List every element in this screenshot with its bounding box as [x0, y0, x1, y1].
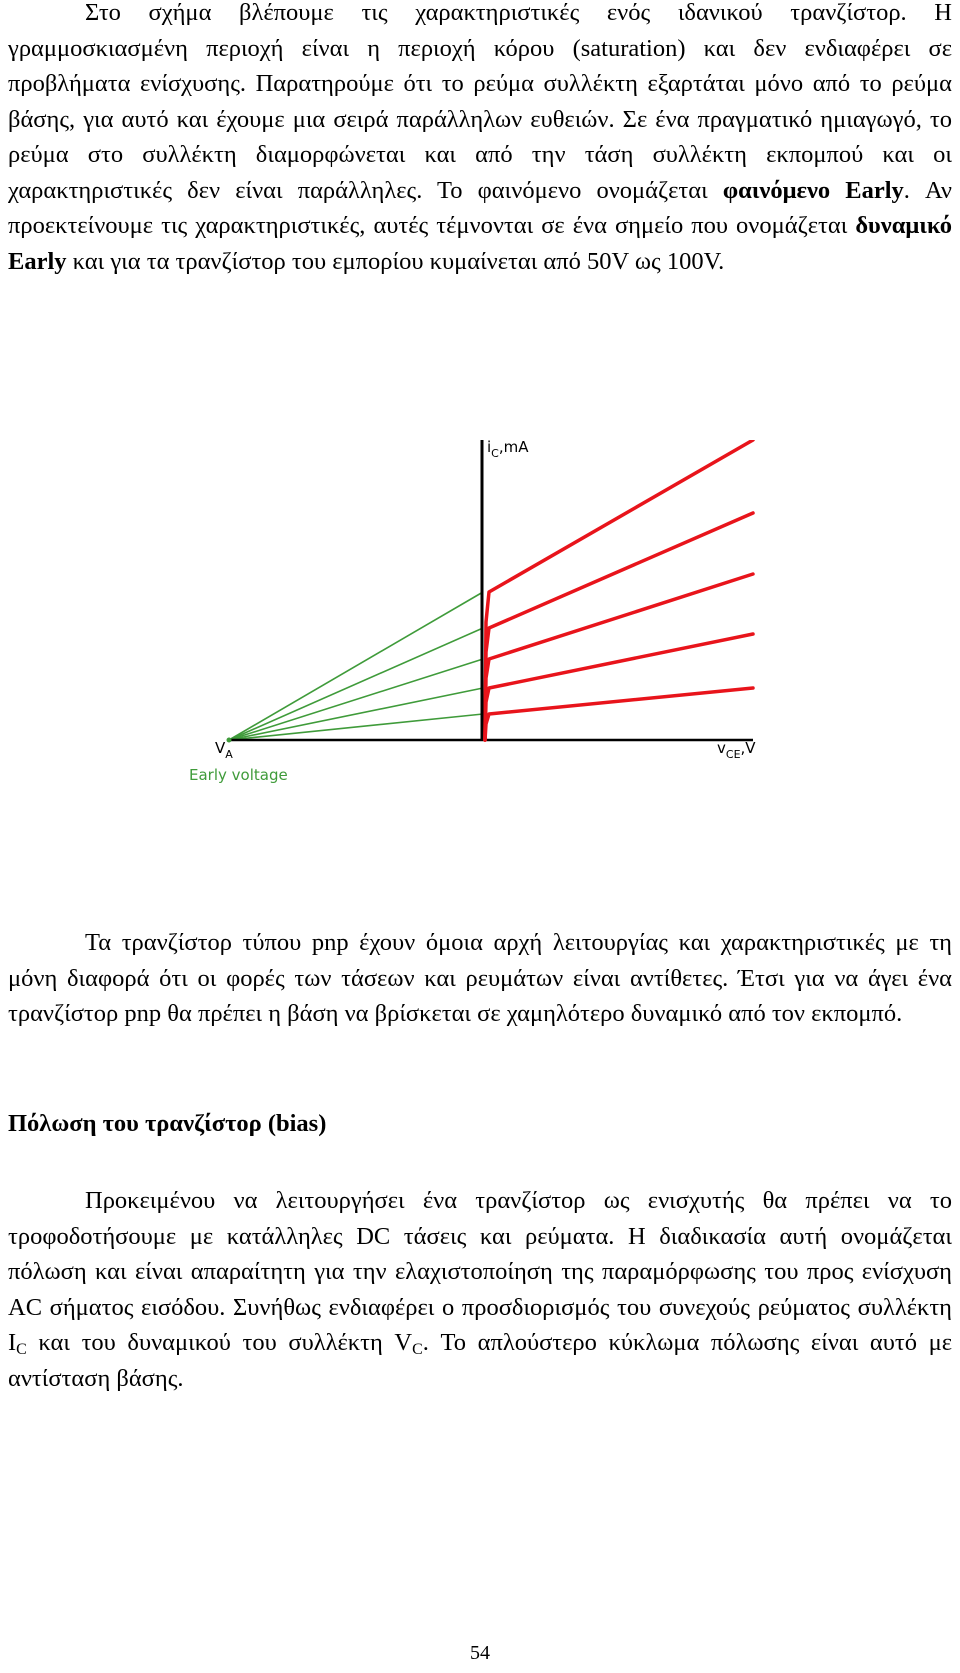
- paragraph-bias: [8, 1183, 952, 1396]
- extension-line-2: [229, 628, 483, 740]
- y-axis-label: $i_C,mA$: [487, 440, 529, 460]
- early-voltage-symbol: $V_A$: [215, 739, 233, 761]
- early-voltage-caption: Early voltage: [189, 766, 288, 784]
- page-number: 54: [470, 1642, 490, 1664]
- subscript-vc: C: [412, 1340, 423, 1358]
- early-effect-diagram: [145, 440, 865, 860]
- extension-line-4: [229, 688, 483, 740]
- characteristic-curve-3: [485, 574, 753, 740]
- early-effect-figure: [145, 440, 865, 860]
- term-early-effect: φαινόμενο Early: [722, 176, 904, 204]
- paragraph1-text-b: . Αν προεκτείνουμε τις χαρακτηριστικές, αυτές τέμνονται σε ένα σημείο που ονομάζεται: [8, 176, 953, 239]
- extension-line-3: [229, 659, 483, 740]
- x-axis-label: $v_{CE},V$: [717, 739, 756, 761]
- paragraph3-text-b: και του δυναμικού του συλλέκτη V: [26, 1329, 413, 1356]
- subscript-ic: C: [16, 1340, 27, 1358]
- paragraph1-text-c: και για τα τρανζίστορ του εμπορίου κυμαίνεται από 50V ως 100V.: [66, 247, 725, 275]
- characteristic-curve-5: [485, 688, 753, 740]
- characteristic-curve-2: [485, 513, 753, 740]
- paragraph-pnp: Τα τρανζίστορ τύπου pnp έχουν όμοια αρχή λειτουργίας και χαρακτηριστικές με τη μόνη διαφορά ότι οι φορές των τάσεων και ρευμάτων είναι αντίθετες. Έτσι για να άγει ένα τρανζίστορ pnp θα πρέπει η βάση να βρίσκεται σε χαμηλότερο δυναμικό από τον εκπομπό.: [8, 929, 952, 1027]
- paragraph-early-effect: [8, 0, 952, 279]
- section-heading-bias: Πόλωση του τρανζίστορ (bias): [8, 1110, 327, 1137]
- paragraph3-text-c: . Το απλούστερο κύκλωμα πόλωσης είναι αυτό με αντίσταση βάσης.: [8, 1329, 953, 1392]
- characteristic-curve-4: [485, 634, 753, 740]
- paragraph3-text-a: Προκειμένου να λειτουργήσει ένα τρανζίστορ ως ενισχυτής θα πρέπει να το τροφοδοτήσουμε με κατάλληλες DC τάσεις και ρεύματα. Η διαδικασία αυτή ονομάζεται πόλωση και είναι απαραίτητη για την ελαχιστοποίηση της παραμόρφωσης του προς ενίσχυση AC σήματος εισόδου. Συνήθως ενδιαφέρει ο προσδιορισμός του συνεχούς ρεύματος συλλέκτη I: [8, 1187, 952, 1356]
- early-voltage-point: [227, 738, 232, 743]
- paragraph1-text-a: Στο σχήμα βλέπουμε τις χαρακτηριστικές ενός ιδανικού τρανζίστορ. Η γραμμοσκιασμένη περιοχή είναι η περιοχή κόρου (saturation) και δεν ενδιαφέρει σε προβλήματα ενίσχυσης. Παρατηρούμε ότι το ρεύμα συλλέκτη εξαρτάται μόνο από το ρεύμα βάσης, για αυτό και έχουμε μια σειρά παράλληλων ευθειών. Σε ένα πραγματικό ημιαγωγό, το ρεύμα στο συλλέκτη διαμορφώνεται και από την τάση συλλέκτη εκπομπού και οι χαρακτηριστικές δεν είναι παράλληλες. Το φαινόμενο ονομάζεται: [8, 0, 952, 204]
- characteristic-curves: [485, 440, 753, 740]
- term-early-voltage: δυναμικό Early: [8, 212, 952, 275]
- characteristic-curve-1: [485, 440, 753, 740]
- extension-lines: [229, 592, 483, 740]
